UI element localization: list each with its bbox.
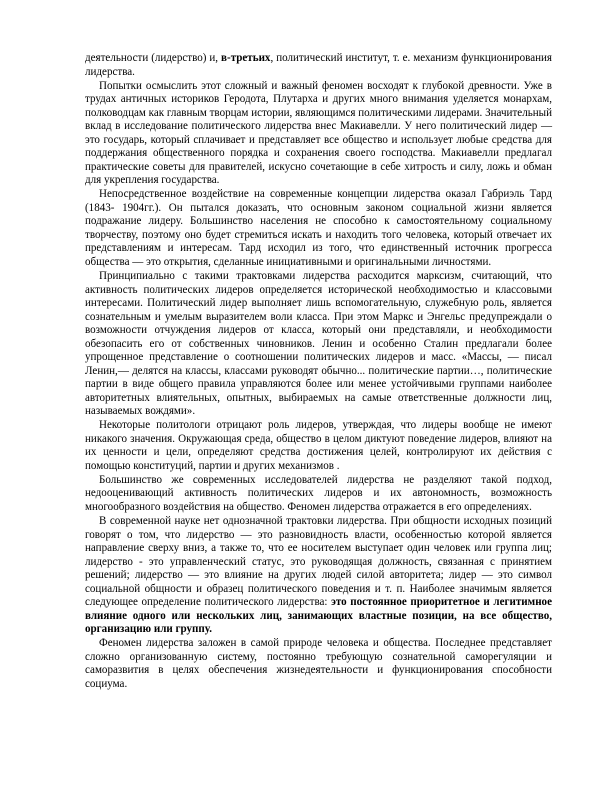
paragraph [85, 270, 552, 419]
text-run: , политический институт, т. е. механизм функционирования лидерства. [85, 52, 552, 78]
bold-text: это постоянное приоритетное и легитимное влияние одного или нескольких лиц, занимающих властные позиции, на все общество, организацию или группу. [85, 596, 552, 636]
text-run: Принципиально с такими трактовками лидерства расходится марксизм, считающий, что активность политических лидеров определяется исторической необходимостью и классовыми интересами. Политический лидер выполняет лишь вспомогательную, служебную роль, является сознательным и умелым выразителем воли класса. При этом Маркс и Энгельс предупреждали о возможности отчуждения лидеров от класса, который они представляли, и необходимости обезопасить его от собственных чиновников. Ленин и особенно Сталин предлагали более упрощенное представление о соотношении политических лидеров и масс. «Массы, — писал Ленин,— делятся на классы, классами руководят обычно... политические партии…, политические партии в виде общего правила управляются более или менее устойчивыми группами наиболее авторитетных влиятельных, опытных, выбираемых на самые ответственные должности лиц, называемых вождями». [85, 270, 552, 418]
text-run: В современной науке нет однозначной трактовки лидерства. При общности исходных позиций говорят о том, что лидерство — это разновидность власти, особенностью которой является направление сверху вниз, а также то, что ее носителем выступает один человек или группа лиц; лидерство - это управленческий статус, это руководящая должность, связанная с принятием решений; лидерство — это влияние на других людей силой авторитета; лидер — это символ социальной общности и образец политического поведения и т. п. Наиболее значимым является следующее определение политического лидерства: [85, 515, 552, 609]
document-body [85, 52, 552, 691]
text-run: Непосредственное воздействие на современные концепции лидерства оказал Габриэль Тард (1843- 1904гг.). Он пытался доказать, что основным законом социальной жизни является подражание лидеру. Большинство населения не способно к самостоятельному социальному творчеству, поэтому оно будет стремиться искать и находить того человека, который отвечает их представлениям и интересам. Тард исходил из того, что единственный источник прогресса общества — это открытия, сделанные инициативными и оригинальными личностями. [85, 188, 552, 268]
paragraph [85, 419, 552, 473]
paragraph [85, 637, 552, 691]
paragraph [85, 188, 552, 269]
paragraph [85, 80, 552, 188]
text-run: Попытки осмыслить этот сложный и важный феномен восходят к глубокой древности. Уже в трудах античных историков Геродота, Плутарха и других много внимания уделяется монархам, полководцам как главным творцам истории, являющимся политическими лидерами. Значительный вклад в исследование политического лидерства внес Макиавелли. У него политический лидер — это государь, который сплачивает и представляет все общество и использует любые средства для поддержания общественного порядка и сохранения своего господства. Макиавелли предлагал практические советы для правителей, искусно сочетающие в себе хитрость и силу, ложь и обман для укрепления государства. [85, 79, 552, 187]
text-run: Феномен лидерства заложен в самой природе человека и общества. Последнее представляет сложно организованную систему, постоянно требующую сознательной саморегуляции и саморазвития в целях обеспечения жизнедеятельности и функционирования способности социума. [85, 637, 552, 690]
text-run: деятельности (лидерство) и, [85, 52, 222, 64]
text-run: Некоторые политологи отрицают роль лидеров, утверждая, что лидеры вообще не имеют никакого значения. Окружающая среда, общество в целом диктуют поведение лидеров, влияют на их ценности и цели, определяют средства достижения целей, контролируют их действия с помощью конституций, партии и других механизмов . [85, 419, 552, 472]
paragraph [85, 52, 552, 79]
paragraph [85, 515, 552, 637]
bold-text: в-третьих [221, 52, 271, 64]
paragraph [85, 474, 552, 515]
text-run: Большинство же современных исследователей лидерства не разделяют такой подход, недооценивающий активность политических лидеров и их автономность, возможность многообразного воздействия на общество. Феномен лидерства отражается в его определениях. [85, 473, 552, 513]
